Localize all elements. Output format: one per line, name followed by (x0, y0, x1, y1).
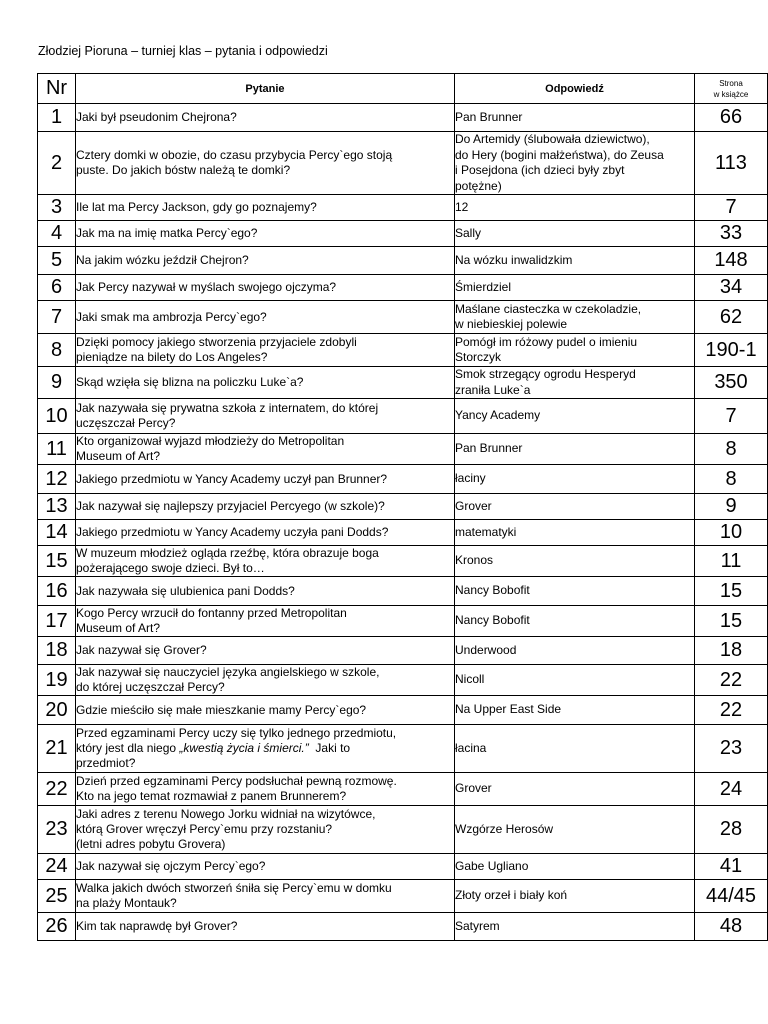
page-number: 28 (695, 806, 768, 854)
question-cell (76, 725, 455, 773)
table-row (38, 773, 768, 806)
table-row (38, 546, 768, 577)
table-header-row (38, 74, 768, 104)
answer-line: Satyrem (455, 918, 500, 933)
row-number: 8 (38, 334, 76, 367)
question-cell (76, 247, 455, 275)
table-row (38, 606, 768, 637)
answer-line: do Hery (bogini małżeństwa), do Zeusa (455, 147, 664, 162)
table-row (38, 367, 768, 399)
page-number: 18 (695, 637, 768, 665)
row-number: 7 (38, 301, 76, 334)
page-number: 24 (695, 773, 768, 806)
answer-cell (455, 247, 695, 275)
answer-cell (455, 725, 695, 773)
answer-line: Złoty orzeł i biały koń (455, 888, 568, 903)
page-number: 8 (695, 434, 768, 465)
answer-cell (455, 773, 695, 806)
row-number: 22 (38, 773, 76, 806)
question-cell (76, 606, 455, 637)
answer-line: Storczyk (455, 350, 502, 364)
row-number: 26 (38, 913, 76, 941)
page-number: 190-1 (695, 334, 768, 367)
page-number: 23 (695, 725, 768, 773)
table-row (38, 520, 768, 546)
question-line: Kogo Percy wrzucił do fontanny przed Metropolitan (76, 606, 347, 620)
row-number: 17 (38, 606, 76, 637)
question-line: Dzięki pomocy jakiego stworzenia przyjaciele zdobyli (76, 335, 357, 349)
answer-cell (455, 301, 695, 334)
answer-cell (455, 434, 695, 465)
question-cell (76, 520, 455, 546)
answer-cell (455, 367, 695, 399)
page-number: 10 (695, 520, 768, 546)
question-line (76, 741, 454, 756)
answer-line: Do Artemidy (ślubowała dziewictwo), (455, 132, 650, 146)
header-page-line1: Strona (719, 78, 743, 88)
question-cell (76, 301, 455, 334)
question-cell (76, 334, 455, 367)
page-number: 148 (695, 247, 768, 275)
answer-line: Wzgórze Herosów (455, 821, 554, 836)
answer-cell (455, 665, 695, 696)
document-title: Złodziej Pioruna – turniej klas – pytania i odpowiedzi (38, 44, 328, 58)
question-cell (76, 854, 455, 880)
answer-line: Śmierdziel (455, 279, 512, 294)
row-number: 6 (38, 275, 76, 301)
answer-line: Pomógł im różowy pudel o imieniu (455, 334, 638, 349)
question-line: Skąd wzięła się blizna na policzku Luke`a? (76, 375, 304, 389)
answer-cell (455, 637, 695, 665)
table-row (38, 637, 768, 665)
table-row (38, 195, 768, 221)
answer-line: łacina (455, 740, 487, 755)
table-row (38, 725, 768, 773)
answer-cell (455, 520, 695, 546)
table-row (38, 399, 768, 434)
answer-line: Na wózku inwalidzkim (455, 252, 573, 267)
header-page (695, 74, 768, 104)
row-number: 11 (38, 434, 76, 465)
answer-cell (455, 132, 695, 195)
answer-cell (455, 913, 695, 941)
table-row (38, 275, 768, 301)
answer-line: Pan Brunner (455, 109, 523, 124)
answer-line: i Posejdona (ich dzieci były zbyt (455, 163, 625, 177)
question-line: Gdzie mieściło się małe mieszkanie mamy Percy`ego? (76, 702, 367, 717)
question-line: Jak nazywał się ojczym Percy`ego? (76, 859, 266, 873)
answer-cell (455, 465, 695, 494)
answer-line: Na Upper East Side (455, 702, 562, 717)
answer-line: zraniła Luke`a (455, 382, 531, 397)
row-number: 25 (38, 880, 76, 913)
answer-line: Nicoll (455, 672, 485, 687)
page-number: 7 (695, 399, 768, 434)
question-cell (76, 913, 455, 941)
answer-cell (455, 606, 695, 637)
page-number: 350 (695, 367, 768, 399)
question-line: W muzeum młodzież ogląda rzeźbę, która obrazuje boga (76, 546, 379, 560)
page-number: 66 (695, 104, 768, 132)
row-number: 14 (38, 520, 76, 546)
answer-cell (455, 399, 695, 434)
question-line: Jak Percy nazywał w myślach swojego ojczyma? (76, 280, 337, 294)
question-line: Jak nazywała się ulubienica pani Dodds? (76, 583, 295, 598)
header-answer: Odpowiedź (455, 74, 695, 104)
row-number: 18 (38, 637, 76, 665)
answer-line: Underwood (455, 642, 517, 657)
question-line: Jaki był pseudonim Chejrona? (76, 110, 237, 124)
question-line: Jak nazywała się prywatna szkoła z internatem, do której (76, 401, 379, 415)
row-number: 5 (38, 247, 76, 275)
table-row (38, 577, 768, 606)
question-cell (76, 275, 455, 301)
table-row (38, 301, 768, 334)
answer-line: Sally (455, 225, 482, 240)
row-number: 1 (38, 104, 76, 132)
table-row (38, 221, 768, 247)
question-line: Museum of Art? (76, 449, 161, 463)
answer-line: łaciny (455, 471, 486, 486)
row-number: 12 (38, 465, 76, 494)
question-line: Walka jakich dwóch stworzeń śniła się Percy`emu w domku (76, 881, 392, 895)
question-line: którą Grover wręczył Percy`emu przy rozstaniu? (76, 822, 333, 836)
question-cell (76, 880, 455, 913)
question-cell (76, 696, 455, 725)
question-quote: „kwestią życia i śmierci.” (179, 741, 309, 755)
answer-line: 12 (455, 199, 469, 214)
answer-cell (455, 546, 695, 577)
question-cell (76, 546, 455, 577)
table-row (38, 132, 768, 195)
answer-cell (455, 854, 695, 880)
questions-table (37, 73, 768, 941)
question-cell (76, 221, 455, 247)
question-cell (76, 773, 455, 806)
answer-cell (455, 334, 695, 367)
table-row (38, 696, 768, 725)
answer-line: Pan Brunner (455, 441, 523, 456)
answer-line: Nancy Bobofit (455, 613, 530, 628)
question-line: Jak nazywał się Grover? (76, 643, 207, 657)
answer-line: matematyki (455, 524, 517, 539)
question-line: do której uczęszczał Percy? (76, 680, 225, 694)
page-number: 41 (695, 854, 768, 880)
row-number: 4 (38, 221, 76, 247)
row-number: 13 (38, 494, 76, 520)
header-question: Pytanie (76, 74, 455, 104)
question-line: Jak ma na imię matka Percy`ego? (76, 226, 258, 240)
page-number: 62 (695, 301, 768, 334)
question-line: Dzień przed egzaminami Percy podsłuchał pewną rozmowę. (76, 774, 397, 788)
question-line: pożerającego swoje dzieci. Był to… (76, 561, 265, 575)
question-cell (76, 434, 455, 465)
question-line: Przed egzaminami Percy uczy się tylko jednego przedmiotu, (76, 726, 397, 740)
table-row (38, 880, 768, 913)
page-number: 7 (695, 195, 768, 221)
answer-line: Grover (455, 498, 492, 513)
answer-cell (455, 195, 695, 221)
question-line: Ile lat ma Percy Jackson, gdy go poznajemy? (76, 200, 317, 214)
page-number: 15 (695, 606, 768, 637)
question-line: puste. Do jakich bóstw należą te domki? (76, 163, 291, 177)
question-cell (76, 367, 455, 399)
question-cell (76, 637, 455, 665)
answer-cell (455, 275, 695, 301)
page-number: 11 (695, 546, 768, 577)
row-number: 24 (38, 854, 76, 880)
answer-line: Kronos (455, 553, 494, 568)
question-cell (76, 806, 455, 854)
row-number: 3 (38, 195, 76, 221)
page-number: 48 (695, 913, 768, 941)
question-line: (letni adres pobytu Grovera) (76, 837, 226, 851)
question-cell (76, 494, 455, 520)
row-number: 23 (38, 806, 76, 854)
table-row (38, 465, 768, 494)
answer-line: w niebieskiej polewie (455, 317, 568, 331)
table-row (38, 494, 768, 520)
answer-cell (455, 806, 695, 854)
question-line: Na jakim wózku jeździł Chejron? (76, 253, 249, 267)
row-number: 21 (38, 725, 76, 773)
question-line: Cztery domki w obozie, do czasu przybycia Percy`ego stoją (76, 148, 393, 162)
question-cell (76, 195, 455, 221)
question-cell (76, 399, 455, 434)
answer-cell (455, 104, 695, 132)
question-text: Jaki to (308, 741, 351, 755)
header-nr: Nr (38, 74, 76, 104)
answer-cell (455, 880, 695, 913)
row-number: 2 (38, 132, 76, 195)
question-line: uczęszczał Percy? (76, 416, 176, 430)
question-line: Museum of Art? (76, 621, 161, 635)
page-number: 15 (695, 577, 768, 606)
answer-line: Grover (455, 781, 492, 796)
page-number: 34 (695, 275, 768, 301)
question-line: Kim tak naprawdę był Grover? (76, 919, 238, 933)
question-cell (76, 465, 455, 494)
table-row (38, 434, 768, 465)
question-line: Kto na jego temat rozmawiał z panem Brunnerem? (76, 789, 347, 803)
table-row (38, 665, 768, 696)
table-row (38, 334, 768, 367)
table-row (38, 806, 768, 854)
question-line: Jakiego przedmiotu w Yancy Academy uczyła pani Dodds? (76, 525, 389, 539)
answer-line: Gabe Ugliano (455, 858, 529, 873)
answer-line: Maślane ciasteczka w czekoladzie, (455, 301, 642, 316)
table-row (38, 913, 768, 941)
answer-cell (455, 494, 695, 520)
question-line: przedmiot? (76, 756, 136, 770)
question-line: Jakiego przedmiotu w Yancy Academy uczył pan Brunner? (76, 471, 388, 486)
table-row (38, 854, 768, 880)
answer-cell (455, 577, 695, 606)
answer-cell (455, 221, 695, 247)
table-row (38, 104, 768, 132)
question-line: pieniądze na bilety do Los Angeles? (76, 350, 268, 364)
row-number: 19 (38, 665, 76, 696)
question-text: który jest dla niego (76, 741, 180, 755)
table-row (38, 247, 768, 275)
question-line: Jaki smak ma ambrozja Percy`ego? (76, 309, 267, 324)
answer-line: potężne) (455, 178, 502, 193)
question-cell (76, 132, 455, 195)
answer-line: Smok strzegący ogrodu Hesperyd (455, 367, 636, 381)
page-number: 8 (695, 465, 768, 494)
question-cell (76, 104, 455, 132)
answer-line: Yancy Academy (455, 408, 541, 423)
page-number: 113 (695, 132, 768, 195)
row-number: 20 (38, 696, 76, 725)
question-line: Jaki adres z terenu Nowego Jorku widniał na wizytówce, (76, 807, 376, 821)
row-number: 15 (38, 546, 76, 577)
page-number: 33 (695, 221, 768, 247)
question-line: Kto organizował wyjazd młodzieży do Metropolitan (76, 434, 345, 448)
question-cell (76, 665, 455, 696)
answer-line: Nancy Bobofit (455, 583, 530, 598)
row-number: 9 (38, 367, 76, 399)
header-page-line2: w książce (713, 89, 749, 99)
question-line: Jak nazywał się nauczyciel języka angielskiego w szkole, (76, 665, 380, 679)
table-body (38, 104, 768, 941)
page-number: 44/45 (695, 880, 768, 913)
question-line: na plaży Montauk? (76, 896, 177, 910)
question-cell (76, 577, 455, 606)
row-number: 16 (38, 577, 76, 606)
page-number: 22 (695, 665, 768, 696)
answer-cell (455, 696, 695, 725)
question-line: Jak nazywał się najlepszy przyjaciel Percyego (w szkole)? (76, 499, 385, 513)
page-number: 22 (695, 696, 768, 725)
page-number: 9 (695, 494, 768, 520)
row-number: 10 (38, 399, 76, 434)
